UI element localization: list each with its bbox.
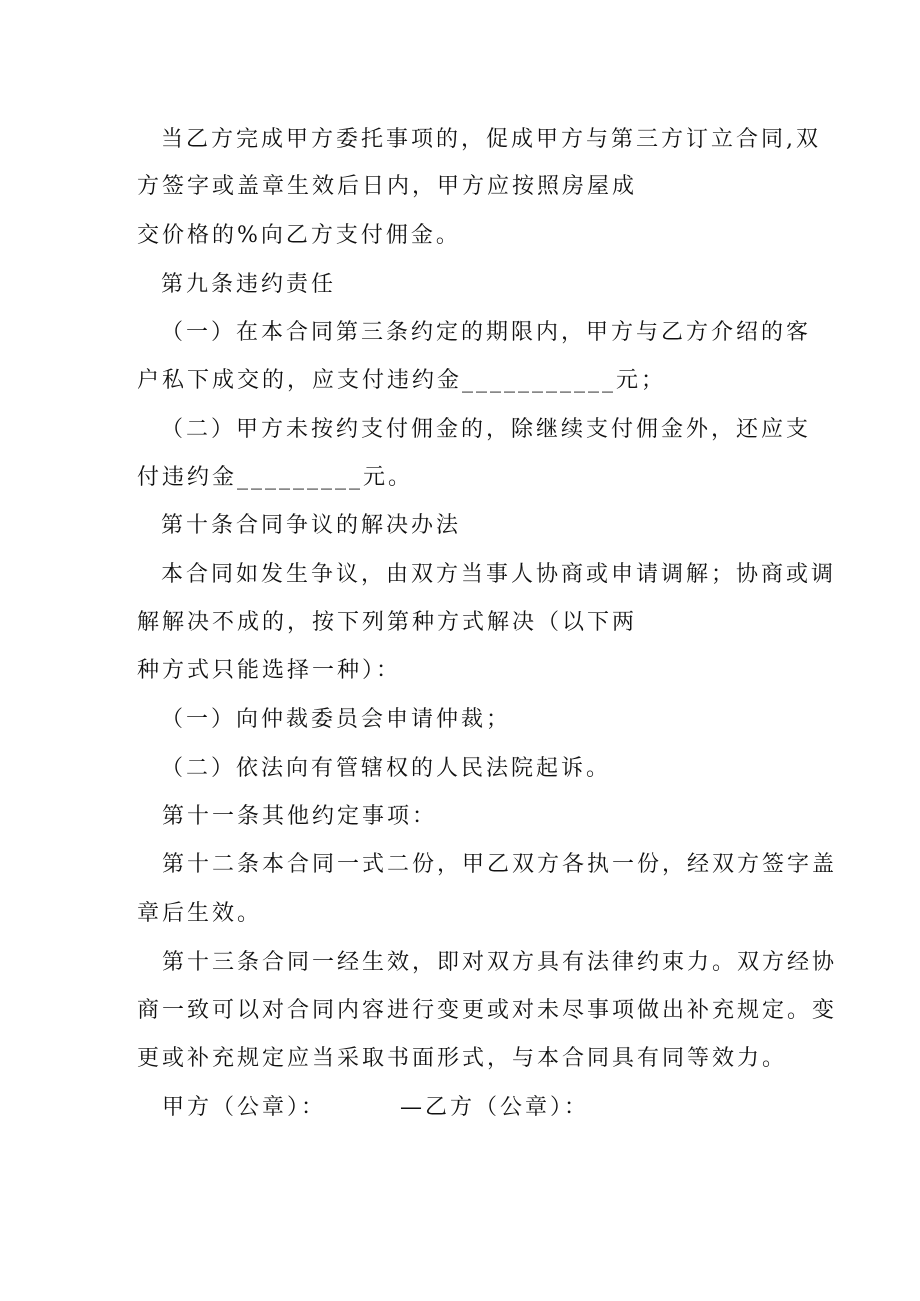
signature-party-b: —乙方（公章）： xyxy=(400,1095,590,1120)
paragraph-line: 付违约金_________元。 xyxy=(137,465,414,490)
paragraph-line: 第十二条本合同一式二份，甲乙双方各执一份，经双方签字盖 xyxy=(162,852,838,877)
paragraph-line: （二）甲方未按约支付佣金的，除继续支付佣金外，还应支 xyxy=(161,417,812,442)
paragraph-line: 解解决不成的，按下列第种方式解决（以下两 xyxy=(137,610,638,635)
paragraph-line: 章后生效。 xyxy=(137,901,263,926)
section-heading: 第九条违约责任 xyxy=(161,272,337,297)
paragraph-line: 更或补充规定应当采取书面形式，与本合同具有同等效力。 xyxy=(137,1046,788,1071)
paragraph-line: 方签字或盖章生效后日内，甲方应按照房屋成 xyxy=(137,174,638,199)
paragraph-line: 交价格的%向乙方支付佣金。 xyxy=(137,223,461,248)
paragraph-line: 户私下成交的，应支付违约金___________元； xyxy=(137,368,667,393)
paragraph-line: （一）向仲裁委员会申请仲裁； xyxy=(161,707,512,732)
paragraph-line: 本合同如发生争议，由双方当事人协商或申请调解；协商或调 xyxy=(161,562,837,587)
paragraph-line: （一）在本合同第三条约定的期限内，甲方与乙方介绍的客 xyxy=(161,320,812,345)
section-heading: 第十条合同争议的解决办法 xyxy=(161,513,462,538)
signature-party-a: 甲方（公章）： xyxy=(162,1095,327,1120)
paragraph-line: （二）依法向有管辖权的人民法院起诉。 xyxy=(161,756,612,781)
paragraph-line: 商一致可以对合同内容进行变更或对未尽事项做出补充规定。变 xyxy=(137,998,838,1023)
paragraph-line: 种方式只能选择一种）： xyxy=(137,658,402,683)
paragraph-line: 第十三条合同一经生效，即对双方具有法律约束力。双方经协 xyxy=(162,950,838,975)
paragraph-line: 当乙方完成甲方委托事项的，促成甲方与第三方订立合同,双 xyxy=(161,127,821,152)
section-heading: 第十一条其他约定事项： xyxy=(162,804,438,829)
